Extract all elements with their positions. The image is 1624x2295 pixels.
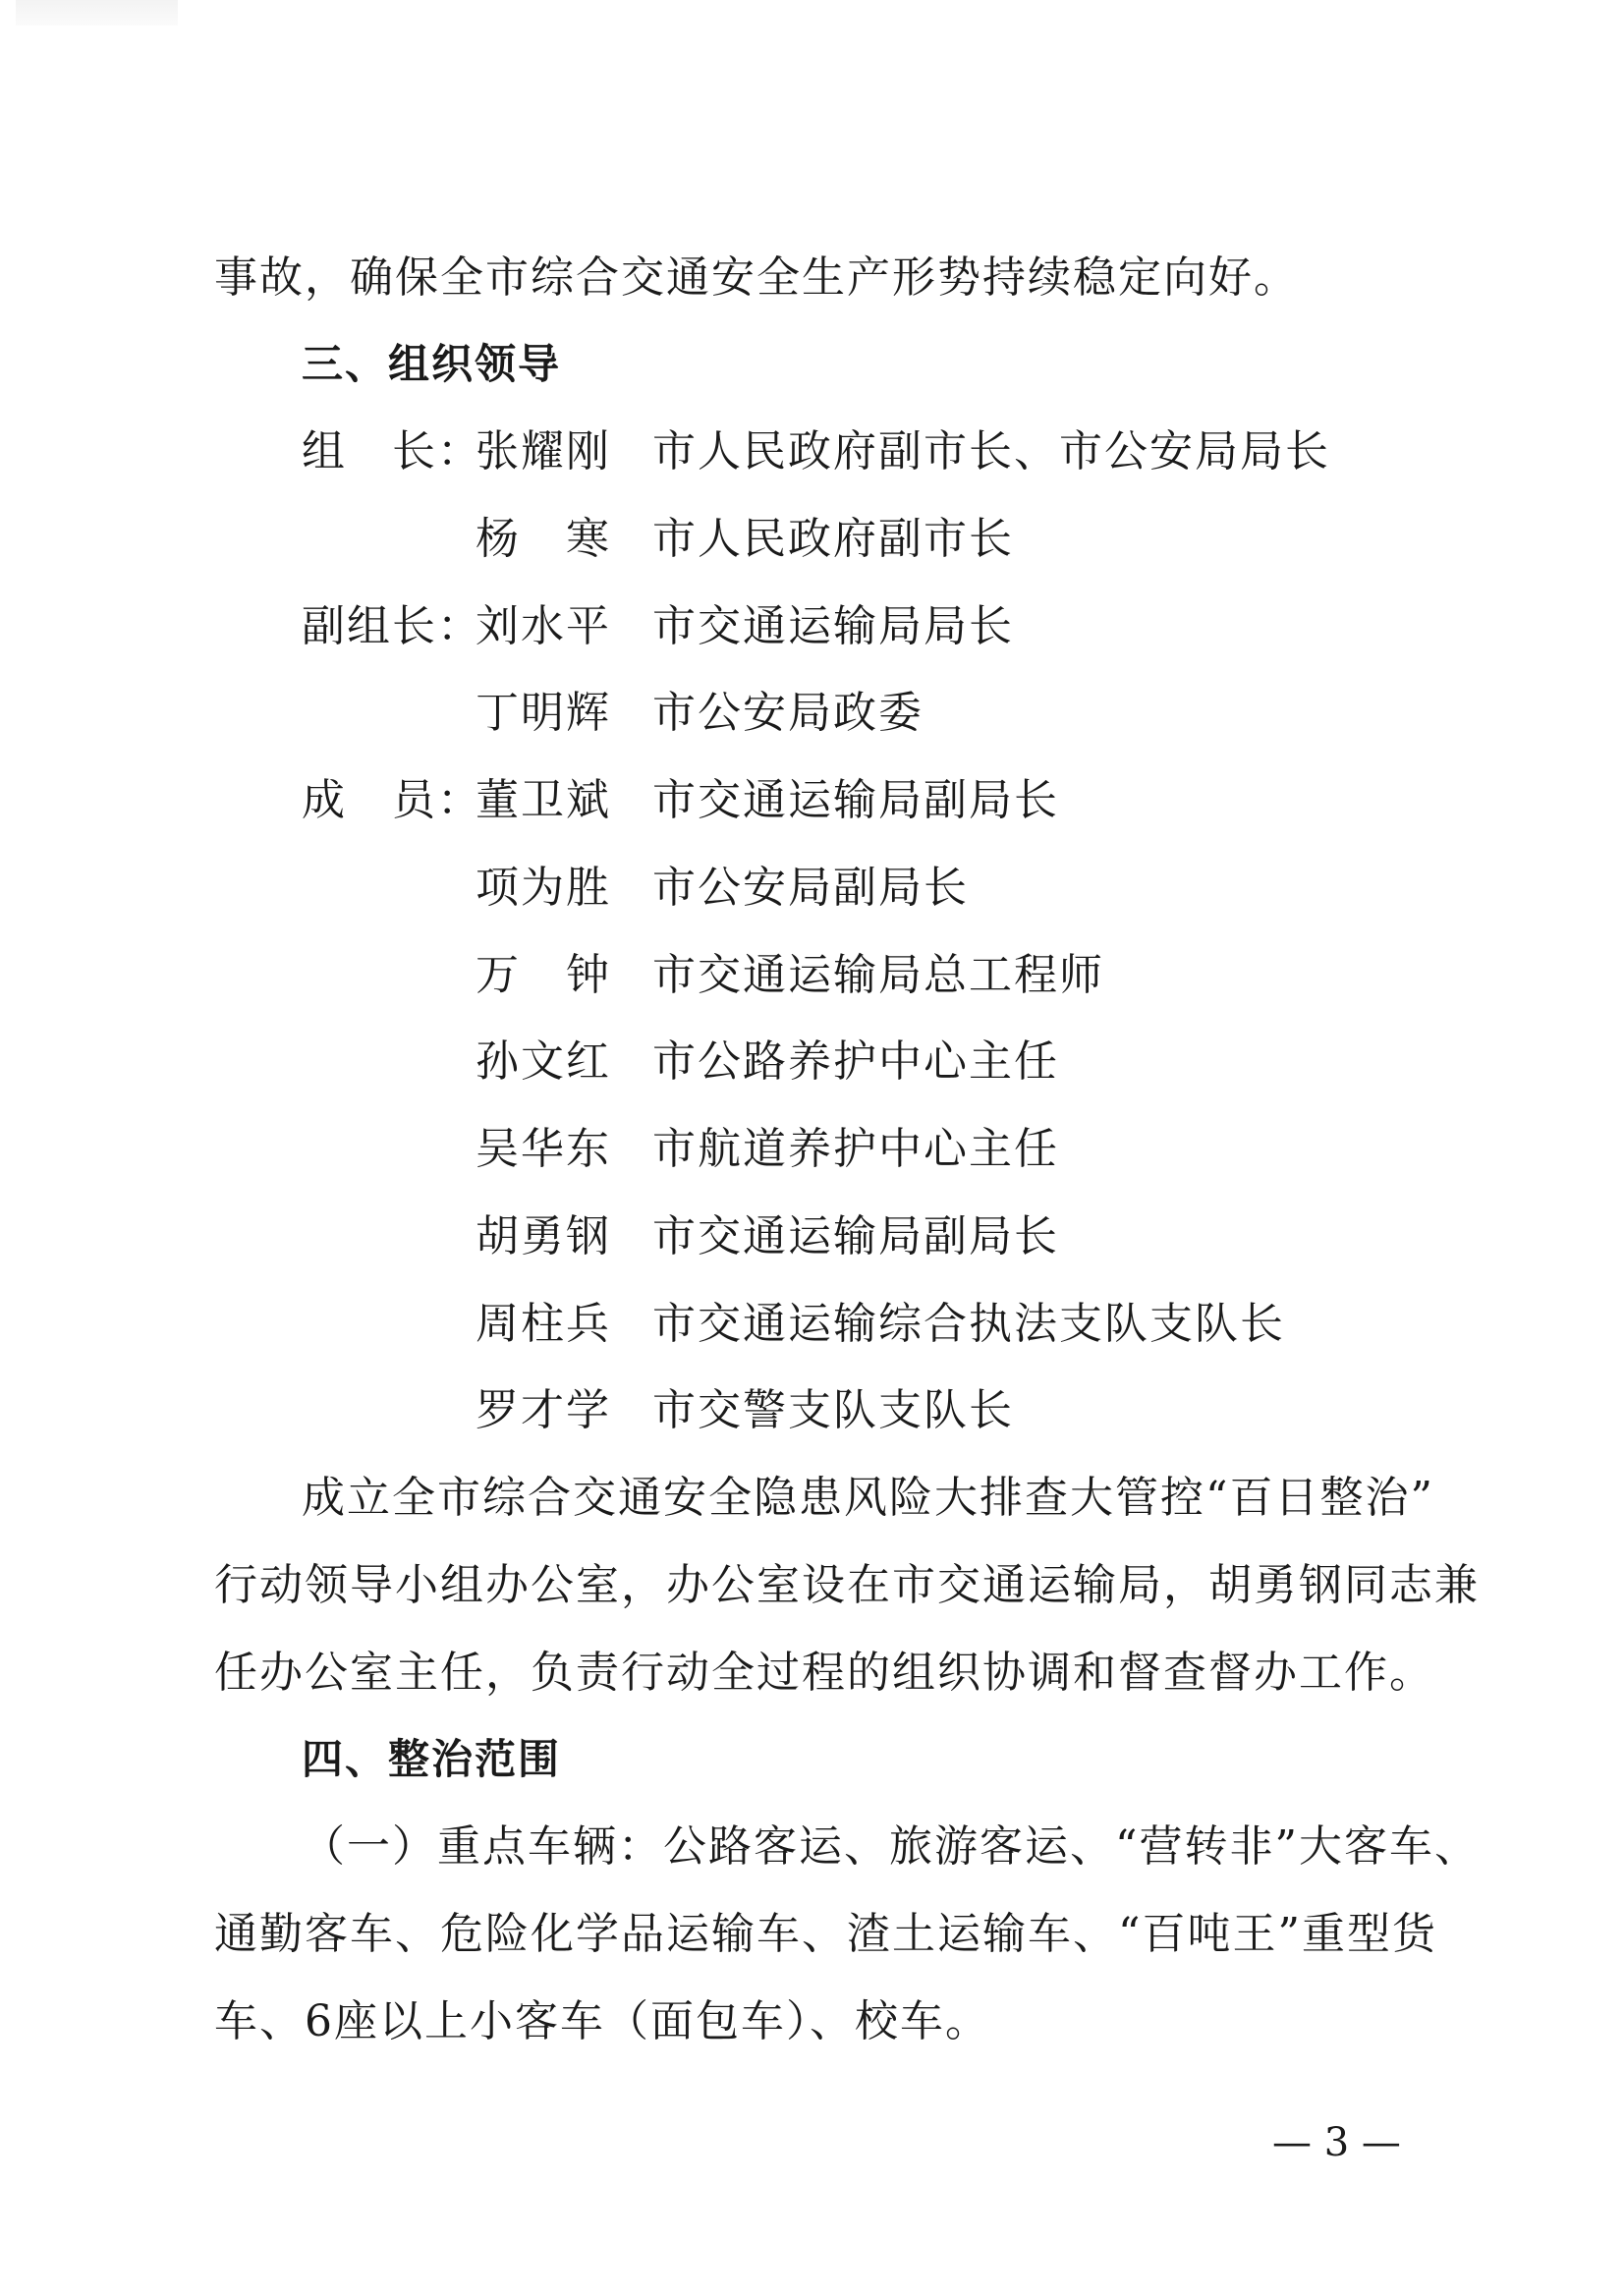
scan-artifact (16, 0, 178, 26)
member-title: 市公安局副局长 (652, 863, 969, 913)
member-name: 丁明辉 (476, 688, 611, 738)
member-title: 市交通运输局总工程师 (652, 950, 1104, 1000)
member-name: 吴华东 (476, 1124, 611, 1174)
member-name: 杨 寒 (476, 514, 611, 564)
member-title: 市公安局政委 (652, 688, 924, 738)
scope-paragraph-line: 车、6座以上小客车（面包车）、校车。 (214, 1996, 990, 2046)
office-paragraph-line: 任办公室主任，负责行动全过程的组织协调和督查督办工作。 (214, 1648, 1434, 1698)
section-3-heading: 三、组织领导 (302, 340, 562, 388)
member-title: 市交通运输局局长 (652, 601, 1014, 651)
member-name: 刘水平 (476, 601, 611, 651)
member-name: 张耀刚 (476, 426, 611, 476)
member-name: 罗才学 (476, 1385, 611, 1435)
member-title: 市公路养护中心主任 (652, 1036, 1059, 1087)
member-title: 市交通运输综合执法支队支队长 (652, 1299, 1285, 1349)
member-title: 市交通运输局副局长 (652, 1211, 1059, 1261)
role-label-members: 成 员： (302, 775, 482, 825)
office-paragraph-line: 行动领导小组办公室，办公室设在市交通运输局，胡勇钢同志兼 (214, 1560, 1480, 1610)
role-label-leader: 组 长： (302, 426, 482, 476)
scope-paragraph-line: 通勤客车、危险化学品运输车、渣土运输车、“百吨王”重型货 (214, 1909, 1437, 1959)
member-name: 周柱兵 (476, 1299, 611, 1349)
member-title: 市交通运输局副局长 (652, 775, 1059, 825)
member-name: 董卫斌 (476, 775, 611, 825)
opening-line: 事故，确保全市综合交通安全生产形势持续稳定向好。 (214, 252, 1299, 303)
member-title: 市航道养护中心主任 (652, 1124, 1059, 1174)
page-number: — 3 — (1272, 2120, 1401, 2165)
office-paragraph-line: 成立全市综合交通安全隐患风险大排查大管控“百日整治” (302, 1473, 1434, 1523)
member-title: 市人民政府副市长、市公安局局长 (652, 426, 1330, 476)
member-name: 胡勇钢 (476, 1211, 611, 1261)
member-name: 项为胜 (476, 863, 611, 913)
scope-paragraph-line: （一）重点车辆：公路客运、旅游客运、“营转非”大客车、 (302, 1821, 1480, 1872)
section-4-heading: 四、整治范围 (302, 1735, 562, 1783)
member-title: 市人民政府副市长 (652, 514, 1014, 564)
member-name: 万 钟 (476, 950, 611, 1000)
member-title: 市交警支队支队长 (652, 1385, 1014, 1435)
member-name: 孙文红 (476, 1036, 611, 1087)
role-label-deputy-leader: 副组长： (302, 601, 482, 651)
